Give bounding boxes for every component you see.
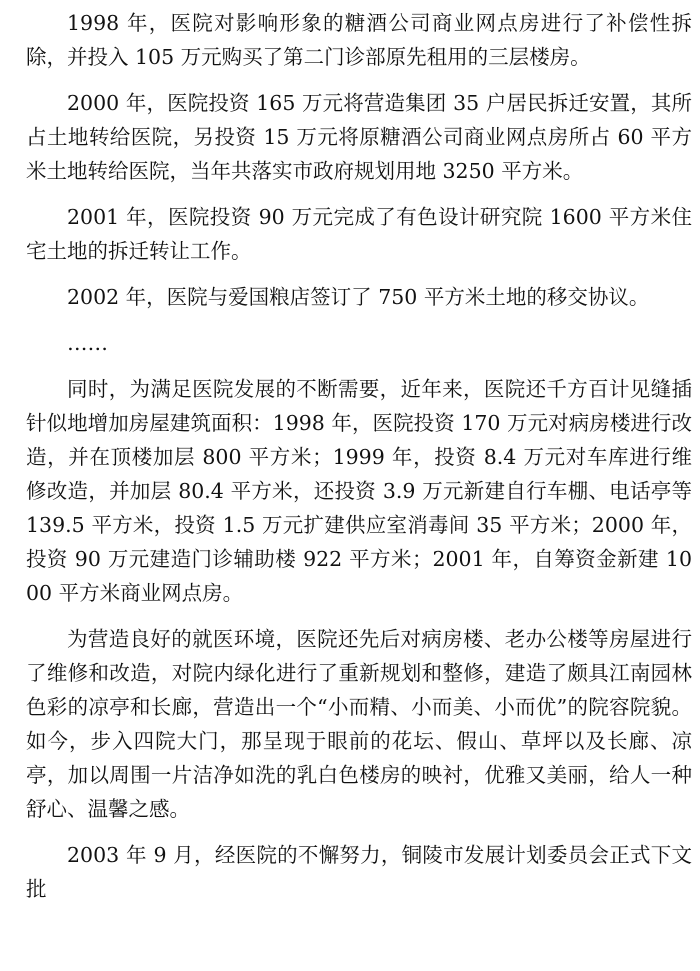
- paragraph-2000-relocation: 2000 年，医院投资 165 万元将营造集团 35 户居民拆迁安置，其所占土地转给医院，另投资 15 万元将原糖酒公司商业网点房所占 60 平方米土地转给医院，当年共落实市政府规划用地 3250 平方米。: [26, 91, 692, 183]
- paragraph-environment-improvement: 为营造良好的就医环境，医院还先后对病房楼、老办公楼等房屋进行了维修和改造，对院内绿化进行了重新规划和整修，建造了颇具江南园林色彩的凉亭和长廊，营造出一个“小而精、小而美、小而优”的院容院貌。如今，步入四院大门，那呈现于眼前的花坛、假山、草坪以及长廊、凉亭，加以周围一片洁净如洗的乳白色楼房的映衬，优雅又美丽，给人一种舒心、温馨之感。: [26, 627, 692, 821]
- paragraph-2002-agreement: 2002 年，医院与爱国粮店签订了 750 平方米土地的移交协议。: [67, 285, 650, 309]
- ellipsis-separator: ……: [67, 331, 108, 355]
- paragraph-building-expansion: 同时，为满足医院发展的不断需要，近年来，医院还千方百计见缝插针似地增加房屋建筑面积：1998 年，医院投资 170 万元对病房楼进行改造，并在顶楼加层 800 平方米；1999 年，投资 8.4 万元对车库进行维修改造，并加层 80.4 平方米，还投资 3.9 万元新建自行车棚、电话亭等 139.5 平方米，投资 1.5 万元扩建供应室消毒间 35 平方米；2000 年，投资 90 万元建造门诊辅助楼 922 平方米；2001 年，自筹资金新建 1000 平方米商业网点房。: [26, 377, 692, 605]
- paragraph-2003-approval: 2003 年 9 月，经医院的不懈努力，铜陵市发展计划委员会正式下文批: [26, 843, 692, 901]
- paragraph-1998-demolition: 1998 年，医院对影响形象的糖酒公司商业网点房进行了补偿性拆除，并投入 105 万元购买了第二门诊部原先租用的三层楼房。: [26, 11, 692, 69]
- paragraph-2001-transfer: 2001 年，医院投资 90 万元完成了有色设计研究院 1600 平方米住宅土地的拆迁转让工作。: [26, 205, 692, 263]
